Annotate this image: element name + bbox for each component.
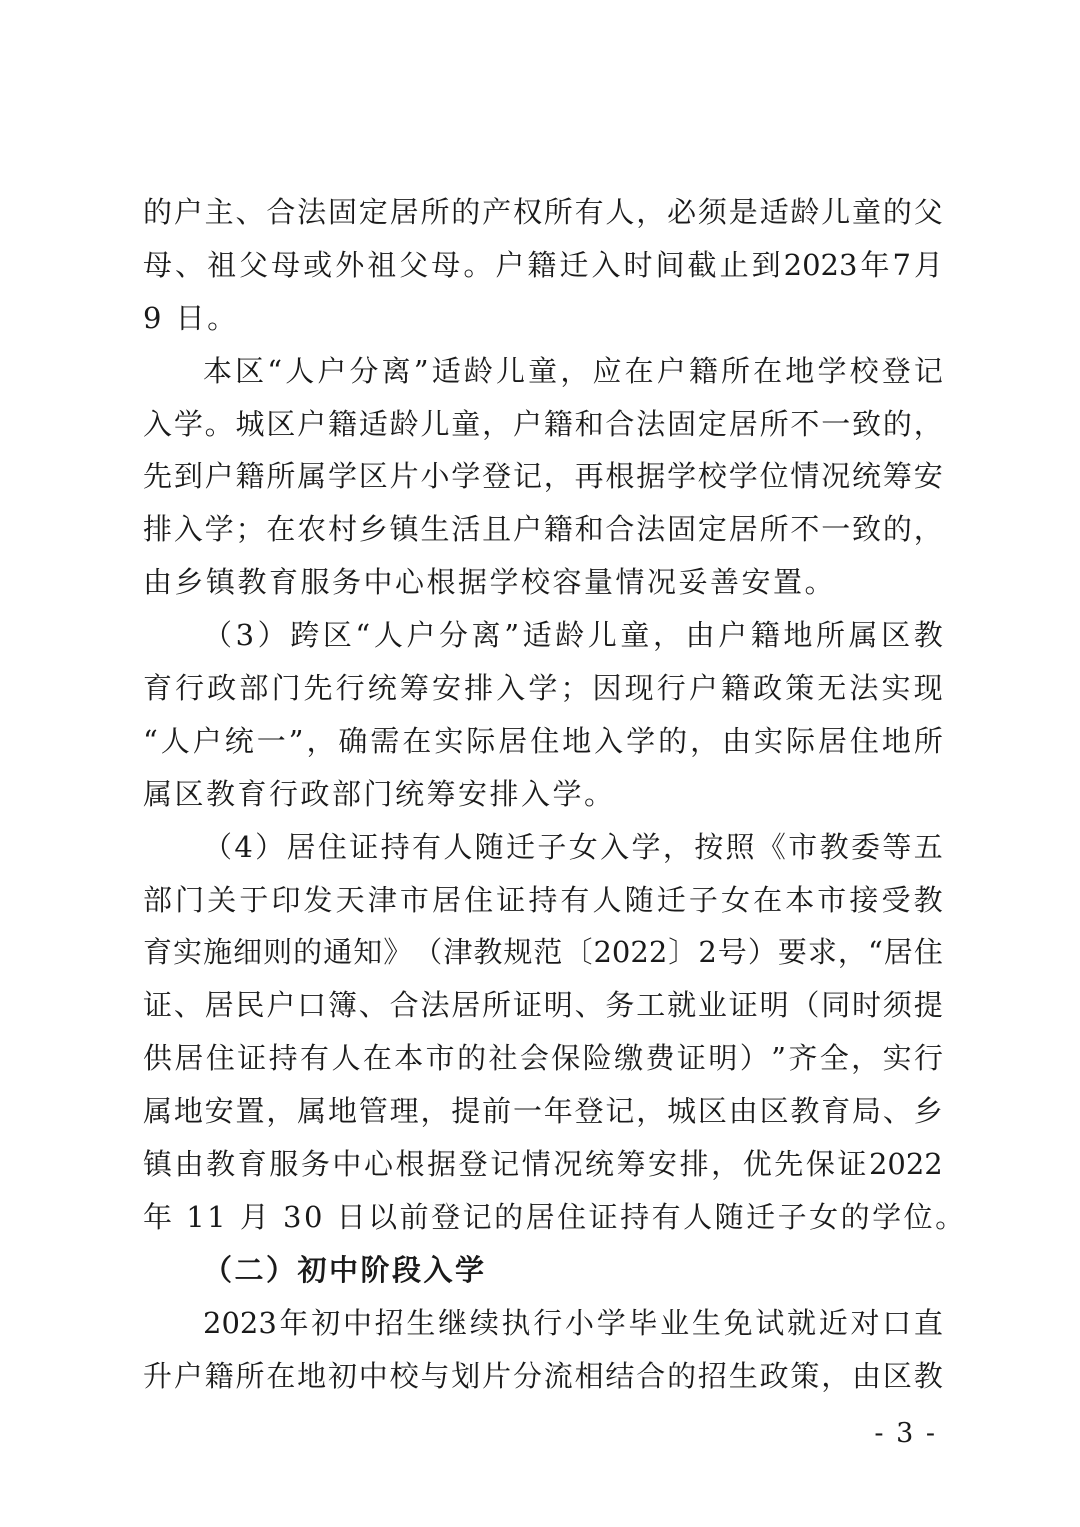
- text-line: 先 到 户 籍 所 属 学 区 片 小 学 登 记 ， 再 根 据 学 校 学 位 情 况 统 筹 安: [143, 459, 943, 494]
- text-line: 母 、 祖 父 母 或 外 祖 父 母 。 户 籍 迁 入 时 间 截 止 到 2023 年 7 月: [143, 247, 943, 282]
- text-line: 部 门 关 于 印 发 天 津 市 居 住 证 持 有 人 随 迁 子 女 在 本 市 接 受 教: [143, 882, 943, 917]
- paragraph-start-line: （ 3 ） 跨 区 “ 人 户 分 离 ” 适 龄 儿 童 ， 由 户 籍 地 所 属 区 教: [203, 618, 943, 653]
- text-line: 镇 由 教 育 服 务 中 心 根 据 登 记 情 况 统 筹 安 排 ， 优 先 保 证 2022: [143, 1147, 943, 1182]
- text-line: 排 入 学 ； 在 农 村 乡 镇 生 活 且 户 籍 和 合 法 固 定 居 所 不 一 致 的 ，: [143, 512, 943, 547]
- text-line: 的 户 主 、 合 法 固 定 居 所 的 产 权 所 有 人 ， 必 须 是 适 龄 儿 童 的 父: [143, 195, 943, 229]
- paragraph-start-line: 2023 年 初 中 招 生 继 续 执 行 小 学 毕 业 生 免 试 就 近 对 口 直: [203, 1305, 943, 1340]
- text-line: 9 日。: [143, 300, 239, 335]
- text-line: 供 居 住 证 持 有 人 在 本 市 的 社 会 保 险 缴 费 证 明 ） ” 齐 全 ， 实 行: [143, 1041, 943, 1076]
- text-line: 育 行 政 部 门 先 行 统 筹 安 排 入 学 ； 因 现 行 户 籍 政 策 无 法 实 现: [143, 671, 943, 706]
- text-line: 属 地 安 置 ， 属 地 管 理 ， 提 前 一 年 登 记 ， 城 区 由 区 教 育 局 、 乡: [143, 1094, 943, 1129]
- text-line: 年 11 月 30 日以前登记的居住证持有人随迁子女的学位。: [143, 1199, 967, 1234]
- section-heading: （二）初中阶段入学: [203, 1252, 487, 1287]
- text-line: 由乡镇教育服务中心根据学校容量情况妥善安置。: [143, 565, 837, 600]
- text-line: “ 人 户 统 一 ” ， 确 需 在 实 际 居 住 地 入 学 的 ， 由 实 际 居 住 地 所: [143, 723, 943, 758]
- text-line: 入 学 。 城 区 户 籍 适 龄 儿 童 ， 户 籍 和 合 法 固 定 居 所 不 一 致 的 ，: [143, 406, 943, 441]
- text-line: 升 户 籍 所 在 地 初 中 校 与 划 片 分 流 相 结 合 的 招 生 政 策 ， 由 区 教: [143, 1358, 943, 1393]
- paragraph-start-line: （ 4 ） 居 住 证 持 有 人 随 迁 子 女 入 学 ， 按 照 《 市 教 委 等 五: [203, 829, 943, 864]
- text-line: 育 实 施 细 则 的 通 知 》 （ 津 教 规 范 〔 2022 〕 2 号 ） 要 求 ， “ 居 住: [143, 935, 943, 970]
- text-line: 属区教育行政部门统筹安排入学。: [143, 776, 616, 811]
- paragraph-start-line: 本 区 “ 人 户 分 离 ” 适 龄 儿 童 ， 应 在 户 籍 所 在 地 学 校 登 记: [203, 353, 943, 388]
- document-body: [143, 186, 967, 1402]
- text-line: 证 、 居 民 户 口 簿 、 合 法 居 所 证 明 、 务 工 就 业 证 明 （ 同 时 须 提: [143, 988, 943, 1023]
- page-number: - 3 -: [874, 1418, 937, 1449]
